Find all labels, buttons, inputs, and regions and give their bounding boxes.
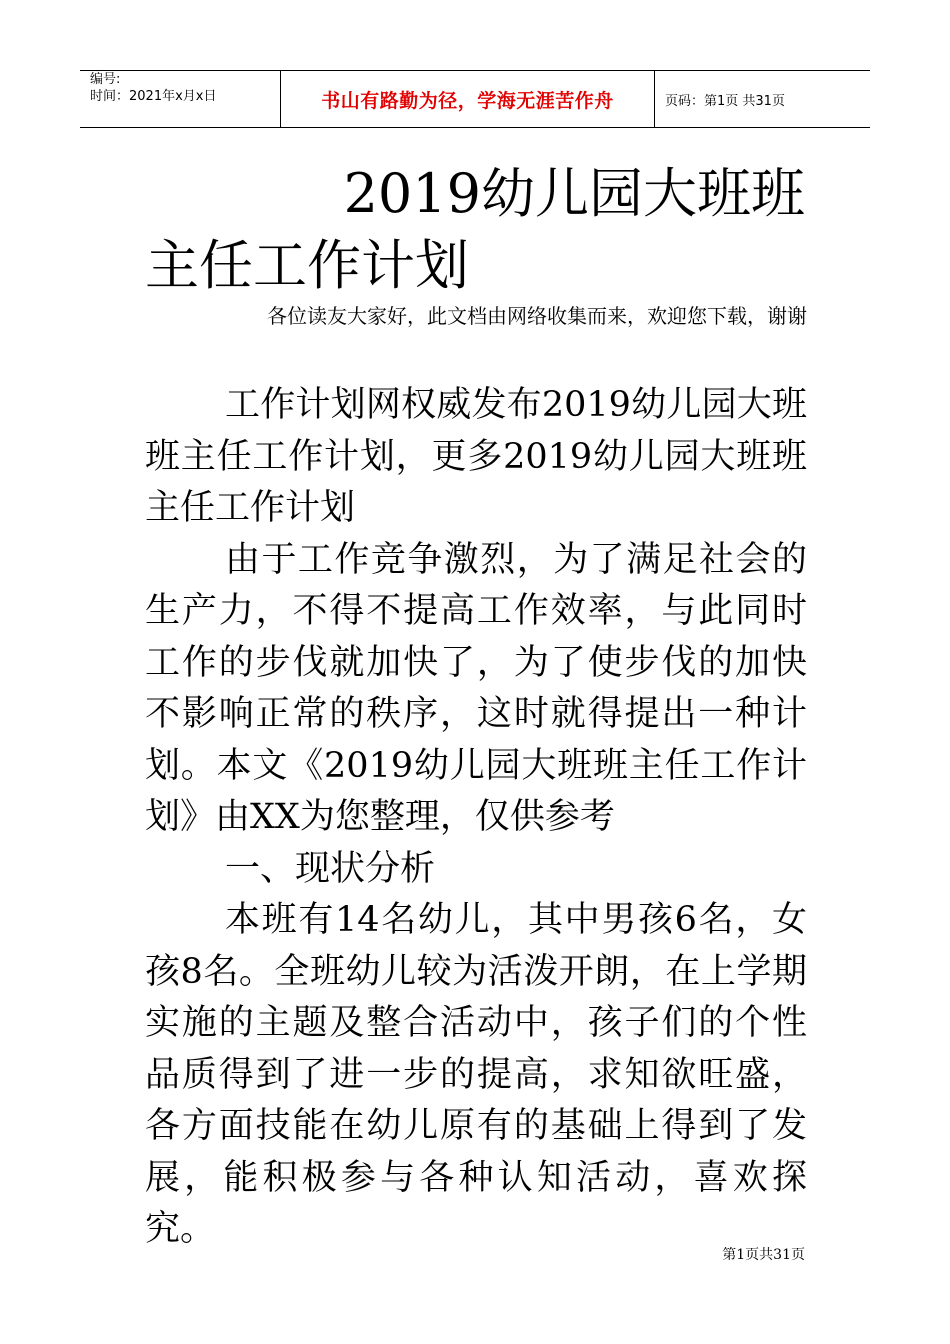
page-footer: 第1页共31页 [722, 1247, 805, 1263]
header-motto: 书山有路勤为径，学海无涯苦作舟 [321, 89, 614, 112]
document-title-line1: 2019幼儿园大班班 [343, 162, 805, 225]
header-motto-cell [281, 71, 655, 127]
paragraph-situation: 本班有14名幼儿，其中男孩6名，女孩8名。全班幼儿较为活泼开朗，在上学期实施的主题及整合活动中，孩子们的个性品质得到了进一步的提高，求知欲旺盛，各方面技能在幼儿原有的基础上得到了发展，能积极参与各种认知活动，喜欢探究。 [145, 900, 807, 1249]
section-heading: 一、现状分析 [225, 848, 436, 889]
document-time: 时间：2021年x月x日 [90, 89, 217, 104]
document-number-label: 编号: [90, 72, 121, 87]
document-title-line2: 主任工作计划 [145, 234, 469, 297]
header-meta [80, 71, 281, 127]
document-title [145, 158, 810, 302]
header-page-cell [655, 71, 870, 127]
paragraph-preface: 由于工作竞争激烈，为了满足社会的生产力，不得不提高工作效率，与此同时工作的步伐就加快了，为了使步伐的加快不影响正常的秩序，这时就得提出一种计划。本文《2019幼儿园大班班主任工作计划》由XX为您整理，仅供参考 [145, 539, 807, 837]
document-subtitle: 各位读友大家好，此文档由网络收集而来，欢迎您下载，谢谢 [267, 304, 807, 328]
page-header [80, 70, 870, 128]
paragraph-intro: 工作计划网权威发布2019幼儿园大班班主任工作计划，更多2019幼儿园大班班主任工作计划 [145, 385, 807, 528]
header-page-info: 页码：第1页 共31页 [665, 93, 785, 109]
document-body [145, 380, 807, 1256]
